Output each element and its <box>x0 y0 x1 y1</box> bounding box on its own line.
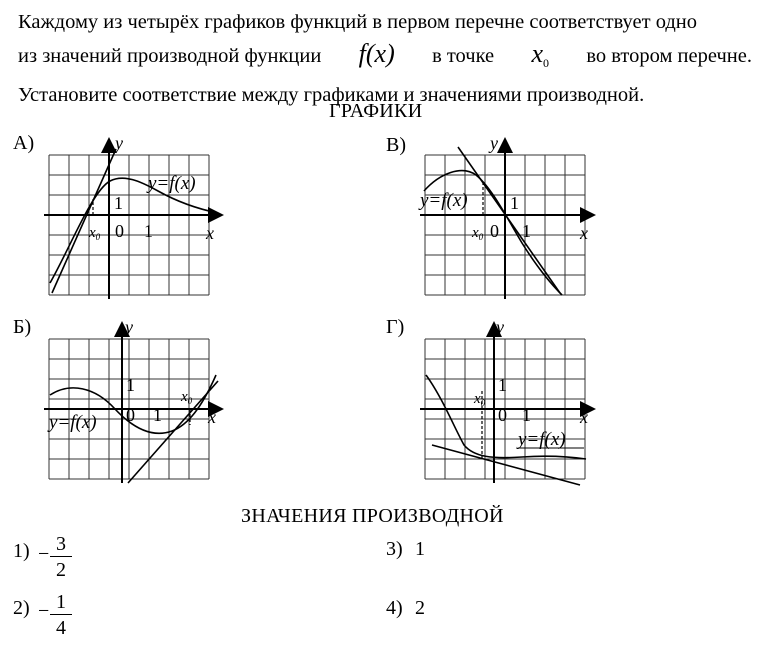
x0-var: x <box>181 389 188 405</box>
answer-2-numerator: 1 <box>50 590 72 615</box>
x-axis-label: x <box>206 223 214 243</box>
answer-4-value: 2 <box>415 597 425 619</box>
panel-label-g: Г) <box>386 316 405 338</box>
answer-2-denominator: 4 <box>56 617 66 639</box>
x0-label <box>473 391 486 408</box>
x0-sub: 0 <box>187 396 193 406</box>
zero-label: 0 <box>490 221 499 241</box>
answer-1-denominator: 2 <box>56 559 66 581</box>
function-label: y=f(x) <box>148 173 196 194</box>
task-line-2 <box>18 38 752 79</box>
function-label: y=f(x) <box>420 190 468 211</box>
panel-label-a: А) <box>13 132 35 154</box>
one-x-label: 1 <box>153 405 162 425</box>
y-axis-label: y <box>496 317 504 337</box>
answer-1-number: 1) <box>13 540 30 562</box>
x0-var: x <box>474 391 481 407</box>
answer-1-numerator: 3 <box>50 532 72 557</box>
panel-label-b: Б) <box>13 316 32 338</box>
task-text <box>18 6 752 111</box>
derivatives-heading: ЗНАЧЕНИЯ ПРОИЗВОДНОЙ <box>241 505 504 527</box>
graph-v <box>412 133 602 303</box>
y-axis-label: y <box>490 133 498 153</box>
x-axis-label: x <box>208 407 216 427</box>
x0-sub: 0 <box>480 398 486 408</box>
point-symbol <box>531 38 549 79</box>
one-x-label: 1 <box>522 405 531 425</box>
x0-sub: 0 <box>95 232 101 242</box>
task-line-2-middle: в точке <box>432 45 495 67</box>
x0-var: x <box>472 225 479 241</box>
one-x-label: 1 <box>522 221 531 241</box>
task-line-1: Каждому из четырёх графиков функций в первом перечне соответствует одно <box>18 11 698 33</box>
tangent-line <box>128 381 218 483</box>
answer-3-value: 1 <box>415 538 425 560</box>
answer-2-number: 2) <box>13 597 30 619</box>
answer-2-fraction <box>50 590 72 641</box>
x0-label <box>471 225 484 242</box>
function-symbol: f(x) <box>358 39 395 68</box>
answer-3-number: 3) <box>386 538 403 560</box>
one-y-label: 1 <box>126 375 135 395</box>
task-line-2-start: из значений производной функции <box>18 45 322 67</box>
tangent-line <box>52 149 116 293</box>
function-label: y=f(x) <box>49 412 97 433</box>
answer-1-sign: − <box>38 543 50 565</box>
x0-sub: 0 <box>478 232 484 242</box>
one-y-label: 1 <box>498 375 507 395</box>
graph-g <box>412 317 602 487</box>
graph-b <box>40 317 230 487</box>
task-line-2-end: во втором перечне. <box>586 45 752 67</box>
y-axis-label: y <box>125 317 133 337</box>
function-label: y=f(x) <box>518 429 566 450</box>
answer-4-number: 4) <box>386 597 403 619</box>
panel-label-v: В) <box>386 134 406 156</box>
task-line-3: Установите соответствие между графиками и значениями производной. <box>18 84 645 107</box>
x-axis-label: x <box>580 223 588 243</box>
graphs-heading: ГРАФИКИ <box>329 100 423 122</box>
point-var: x <box>531 39 543 68</box>
one-x-label: 1 <box>144 221 153 241</box>
zero-label: 0 <box>115 221 124 241</box>
answer-1-fraction <box>50 532 72 583</box>
zero-label: 0 <box>498 405 507 425</box>
one-y-label: 1 <box>510 193 519 213</box>
x0-label <box>88 225 101 242</box>
zero-label: 0 <box>126 405 135 425</box>
answer-2-sign: − <box>38 600 50 622</box>
x0-label <box>180 389 193 406</box>
one-y-label: 1 <box>114 193 123 213</box>
y-axis-label: y <box>115 133 123 153</box>
graph-a <box>40 133 230 303</box>
x-axis-label: x <box>580 407 588 427</box>
point-sub: 0 <box>543 56 549 71</box>
x0-var: x <box>89 225 96 241</box>
